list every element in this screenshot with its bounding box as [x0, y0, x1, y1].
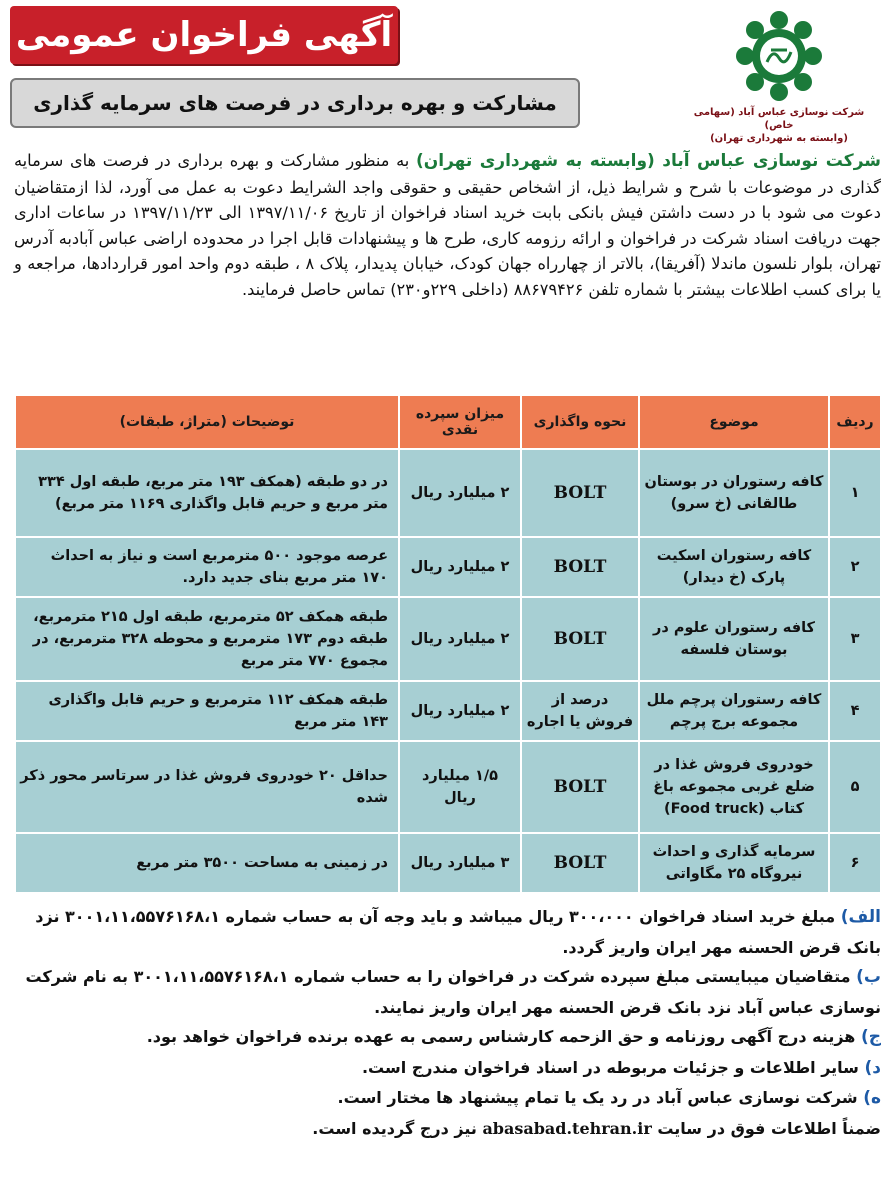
row-number: ۳: [829, 597, 881, 681]
row-deposit: ۲ میلیارد ریال: [399, 681, 521, 741]
row-deposit: ۳ میلیارد ریال: [399, 833, 521, 893]
header-assignment-method: نحوه واگذاری: [521, 395, 639, 449]
note-letter: ه): [863, 1088, 881, 1108]
row-description: در زمینی به مساحت ۳۵۰۰ متر مربع: [15, 833, 399, 893]
company-logo: [689, 6, 869, 146]
company-name: شرکت نوسازی عباس آباد (وابسته به شهرداری تهران): [415, 151, 881, 171]
row-subject: خودروی فروش غذا در ضلع غربی مجموعه باغ کتاب (Food truck): [639, 741, 829, 833]
note-text: هزینه درج آگهی روزنامه و حق الزحمه کارشناس رسمی به عهده برنده فراخوان خواهد بود.: [146, 1027, 856, 1046]
header-description: توضیحات (متراژ، طبقات): [15, 395, 399, 449]
row-subject: کافه رستوران اسکیت پارک (خ دیدار): [639, 537, 829, 597]
table-row: [15, 449, 881, 537]
note-item: [14, 902, 881, 962]
row-description: طبقه همکف ۱۱۲ مترمربع و حریم قابل واگذاری ۱۴۳ متر مربع: [15, 681, 399, 741]
row-method: درصد از فروش یا اجاره: [521, 681, 639, 741]
row-method: BOLT: [521, 449, 639, 537]
footer-suffix: نیز درج گردیده است.: [312, 1118, 477, 1138]
note-letter: الف): [840, 907, 881, 927]
note-text: متقاضیان میبایستی مبلغ سپرده شرکت در فراخوان را به حساب شماره ۳۰۰۱،۱۱،۵۵۷۶۱۶۸،۱ به نام شرکت نوسازی عباس آباد نزد بانک قرض الحسنه مهر ایران واریز نمایند.: [25, 967, 881, 1017]
logo-subcaption: (وابسته به شهرداری تهران): [710, 133, 848, 144]
table-row: [15, 537, 881, 597]
note-text: مبلغ خرید اسناد فراخوان ۳۰۰،۰۰۰ ریال میباشد و باید وجه آن به حساب شماره ۳۰۰۱،۱۱،۵۵۷۶۱۶۸،۱ نزد بانک قرض الحسنه مهر ایران واریز گردد.: [35, 907, 881, 957]
row-number: ۲: [829, 537, 881, 597]
table-row: [15, 833, 881, 893]
website-link[interactable]: abasabad.tehran.ir: [482, 1118, 652, 1138]
logo-caption: شرکت نوسازی عباس آباد (سهامی خاص): [693, 107, 865, 131]
table-row: [15, 597, 881, 681]
note-text: سایر اطلاعات و جزئیات مربوطه در اسناد فراخوان مندرج است.: [361, 1057, 859, 1077]
row-subject: کافه رستوران در بوستان طالقانی (خ سرو): [639, 449, 829, 537]
row-number: ۱: [829, 449, 881, 537]
note-item: [14, 962, 881, 1022]
table-row: [15, 681, 881, 741]
note-letter: د): [864, 1057, 881, 1078]
header-row-number: ردیف: [829, 395, 881, 449]
header-cash-deposit: میزان سپرده نقدی: [399, 395, 521, 449]
note-item: [14, 1053, 881, 1084]
note-item: [14, 1083, 881, 1114]
row-method: BOLT: [521, 597, 639, 681]
row-description: حداقل ۲۰ خودروی فروش غذا در سرتاسر محور ذکر شده: [15, 741, 399, 833]
row-subject: کافه رستوران علوم در بوستان فلسفه: [639, 597, 829, 681]
row-number: ۵: [829, 741, 881, 833]
notice-subtitle: مشارکت و بهره برداری در فرصت های سرمایه گذاری: [10, 78, 580, 128]
row-deposit: ۱/۵ میلیارد ریال: [399, 741, 521, 833]
opportunities-table: [14, 394, 882, 894]
row-deposit: ۲ میلیارد ریال: [399, 597, 521, 681]
row-method: BOLT: [521, 741, 639, 833]
row-description: عرصه موجود ۵۰۰ مترمربع است و نیاز به احداث ۱۷۰ متر مربع بنای جدید دارد.: [15, 537, 399, 597]
notice-title: آگهی فراخوان عمومی: [10, 6, 398, 64]
row-number: ۴: [829, 681, 881, 741]
notes-section: [14, 902, 881, 1143]
intro-text: به منظور مشارکت و بهره برداری در فرصت های سرمایه گذاری در موضوعات با شرح و شرایط ذیل، از اشخاص حقیقی و حقوقی واجد الشرایط دعوت به عمل می آورد، لذا ازمتقاضیان دعوت می شود با در دست داشتن فیش بانکی بابت خرید اسناد فراخوان از تاریخ ۱۳۹۷/۱۱/۰۶ الی ۱۳۹۷/۱۱/۲۳ در ساعات اداری جهت دریافت اسناد شرکت در فراخوان و ارائه رزومه کاری، طرح ها و پیشنهادات قابل اجرا در محدوده اراضی عباس آبادبه آدرس تهران، بلوار نلسون ماندلا (آفریقا)، بالاتر از چهارراه جهان کودک، خیابان پدیدار، پلاک ۸ ، طبقه دوم واحد امور قراردادها، مراجعه و یا برای کسب اطلاعات بیشتر با شماره تلفن ۸۸۶۷۹۴۲۶ (داخلی ۲۲۹و۲۳۰) تماس حاصل فرمایند.: [14, 151, 882, 299]
row-subject: کافه رستوران پرچم ملل مجموعه برج پرچم: [639, 681, 829, 741]
row-number: ۶: [829, 833, 881, 893]
header-subject: موضوع: [639, 395, 829, 449]
note-letter: ب): [856, 967, 881, 987]
note-letter: ج): [860, 1027, 881, 1047]
note-text: شرکت نوسازی عباس آباد در رد یک یا تمام پیشنهاد ها مختار است.: [337, 1088, 858, 1107]
tehran-municipality-logo-icon: [731, 6, 827, 106]
row-subject: سرمایه گذاری و احداث نیروگاه ۲۵ مگاواتی: [639, 833, 829, 893]
row-deposit: ۲ میلیارد ریال: [399, 449, 521, 537]
row-method: BOLT: [521, 537, 639, 597]
footer-website-line: [14, 1114, 881, 1144]
row-method: BOLT: [521, 833, 639, 893]
row-description: طبقه همکف ۵۲ مترمربع، طبقه اول ۲۱۵ مترمربع، طبقه دوم ۱۷۳ مترمربع و محوطه ۳۲۸ مترمربع، در مجموع ۷۷۰ متر مربع: [15, 597, 399, 681]
table-row: [15, 741, 881, 833]
row-description: در دو طبقه (همکف ۱۹۳ متر مربع، طبقه اول ۳۳۴ متر مربع و حریم قابل واگذاری ۱۱۶۹ متر مربع): [15, 449, 399, 537]
row-deposit: ۲ میلیارد ریال: [399, 537, 521, 597]
table-header-row: [15, 395, 881, 449]
notice-header: [0, 0, 895, 148]
intro-paragraph: [14, 148, 881, 303]
footer-prefix: ضمناً اطلاعات فوق در سایت: [657, 1118, 881, 1138]
note-item: [14, 1022, 881, 1053]
